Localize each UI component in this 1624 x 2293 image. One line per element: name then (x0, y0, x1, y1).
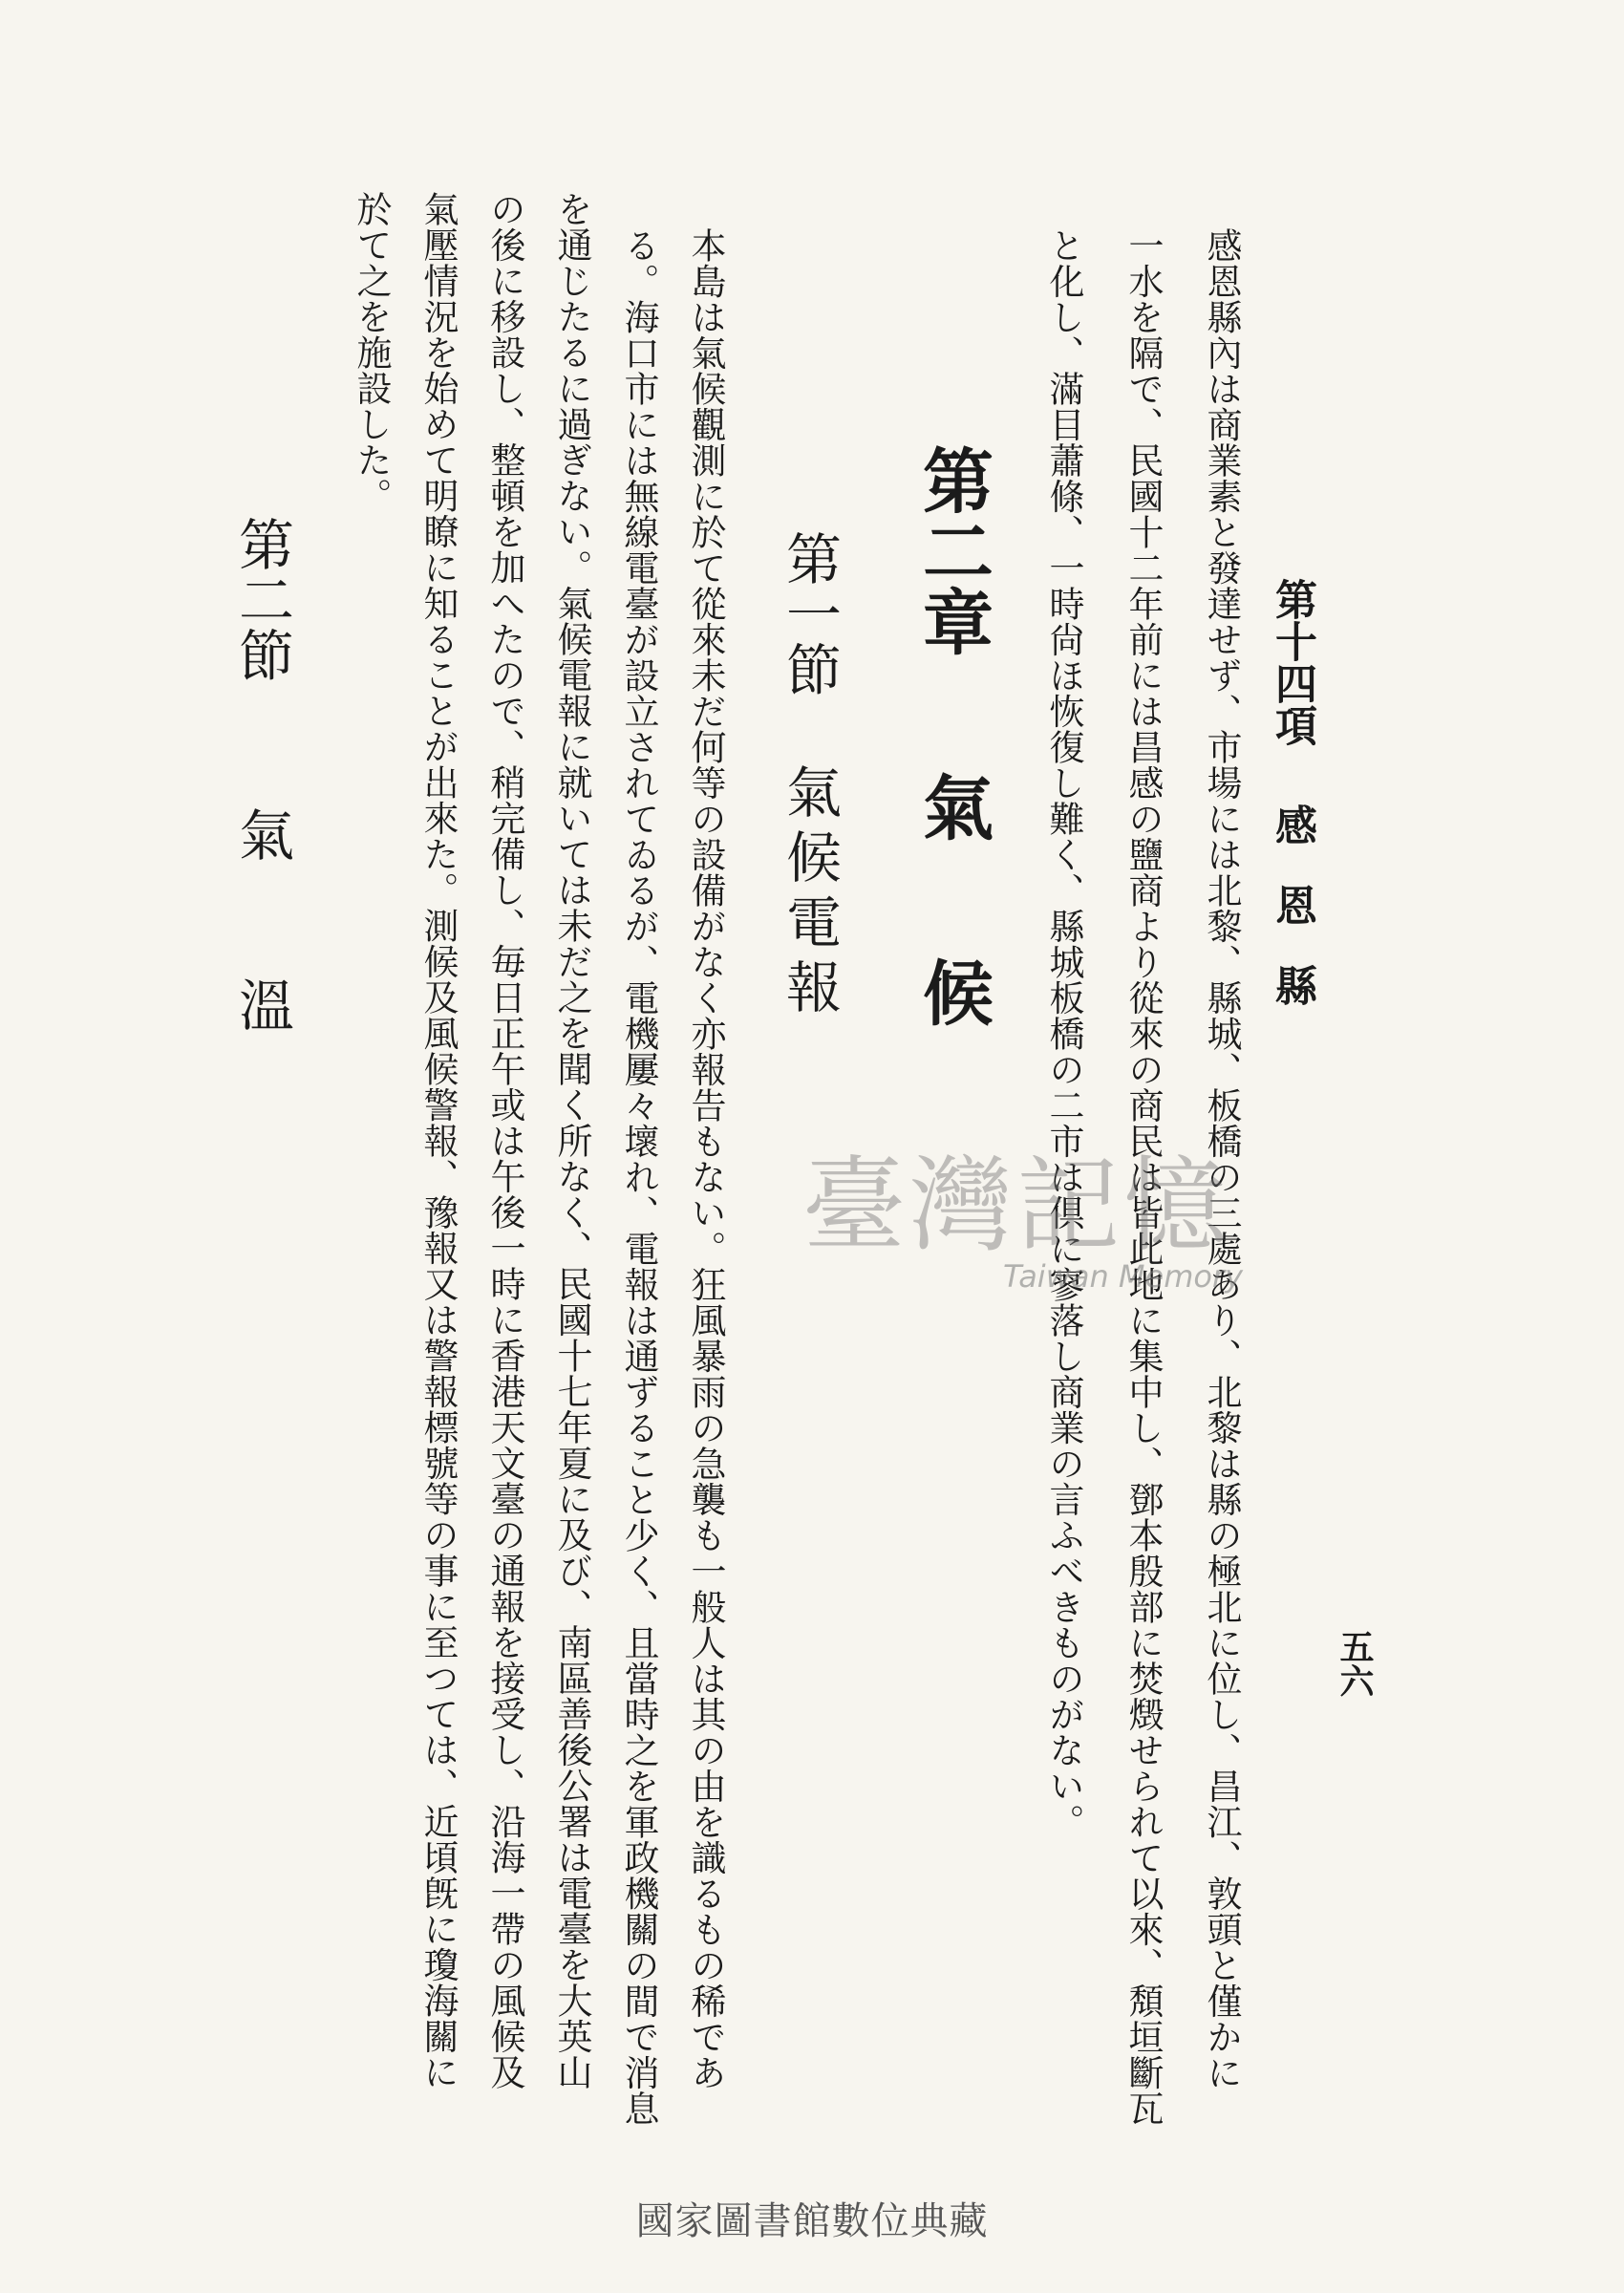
section14-line-3: と化し、滿目蕭條、一時尙ほ恢復し難く、縣城板橋の二市は倶に寥落し商業の言ふべきものがない。 (1043, 227, 1084, 1840)
section14-line-1: 感恩縣內は商業素と發達せず、市場には北黎、縣城、板橋の三處あり、北黎は縣の極北に位し、昌江、敦頭と僅かに (1201, 227, 1242, 2090)
chapter-title: 氣候 (911, 771, 994, 1142)
section2-label: 第二節 (229, 516, 294, 682)
watermark-english: Taiwan Memory (1003, 1258, 1244, 1295)
footer-credit: 國家圖書館數位典藏 (635, 2199, 989, 2243)
page-number: 五六 (1335, 1629, 1375, 1698)
section1-label: 第一節 (777, 530, 842, 696)
section1-line-1: 本島は氣候觀測に於て從來未だ何等の設備がなく亦報告もない。狂風暴雨の急襲も一般人は其の由を識るもの稀であ (685, 227, 726, 2090)
section1-line-2: る。海口市には無線電臺が設立されてゐるが、電機屢々壞れ、電報は通ずること少く、且當時之を軍政機關の間で消息 (618, 227, 659, 2127)
section1-line-4: の後に移設し、整頓を加へたので、稍完備し、毎日正午或は午後一時に香港天文臺の通報を接受し、沿海一帶の風候及 (484, 191, 525, 2090)
section14-line-2: 一水を隔で、民國十二年前には昌感の鹽商より從來の商民は皆此地に集中し、鄧本殷部に焚燬せられて以來、頽垣斷瓦 (1122, 227, 1164, 2127)
chapter-heading (911, 444, 994, 1142)
section1-line-6: 於て之を施設した。 (351, 191, 392, 514)
section2-heading (229, 516, 294, 1146)
section1-line-5: 氣壓情況を始めて明瞭に知ることが出來た。測候及風候警報、豫報又は警報標號等の事に至つては、近頃旣に瓊海關に (417, 191, 459, 2090)
section14-label: 第十四項 (1268, 578, 1316, 746)
section14-heading (1268, 578, 1316, 1044)
section1-line-3: を通じたるに過ぎない。氣候電報に就いては未だ之を聞く所なく、民國十七年夏に及び、南區善後公署は電臺を大英山 (551, 191, 592, 2090)
watermark-chinese: 臺灣記憶 (802, 1146, 1231, 1266)
section1-heading (777, 530, 842, 1023)
chapter-label: 第二章 (911, 444, 994, 656)
section14-title: 感恩縣 (1268, 804, 1316, 1044)
section2-title: 氣溫 (229, 806, 294, 1146)
section1-title: 氣候電報 (777, 763, 842, 1023)
